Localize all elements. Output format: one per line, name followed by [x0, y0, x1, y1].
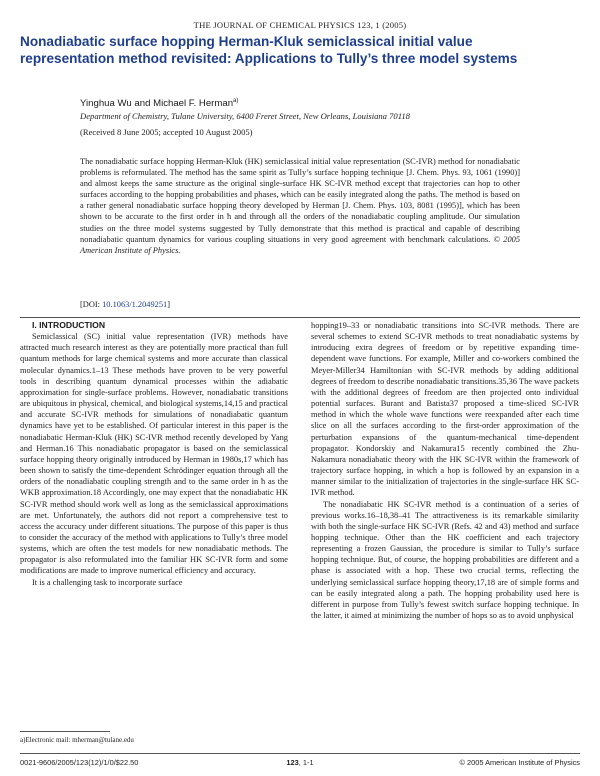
doi-prefix: [DOI:	[80, 300, 103, 309]
footer-divider	[20, 753, 580, 754]
body-paragraph: Semiclassical (SC) initial value representation (IVR) methods have attracted much research interest as they are potentially more practical than full quantum methods for large chemical systems and more accurate than classical molecular dynamics.1–13 These methods have proven to be very powerful tools in describing quantum dynamical processes within the adiabatic approximation for single-surface problems. However, nonadiabatic transitions are ubiquitous in physical, chemical, and biological systems,14,15 and practical and accurate SC-IVR methods for simulations of nonadiabatic quantum dynamics have yet to be established. Of particular interest in this paper is the nonadiabatic Herman-Kluk (HK) SC-IVR method recently developed by Yang and Herman.16 This nonadiabatic propagator is based on the semiclassical surface hopping theory originally introduced by Herman in 1980s,17 which has been shown to satisfy the time-dependent Schrödinger equation through all the orders of the nonadiabatic coupling strength and to the same order in ħ as the WKB approximation.18 Accordingly, one may expect that the nonadiabatic HK SC-IVR method should work well as long as the semiclassical approximations are met. Unfortunately, the authors did not report a comprehensive test to access the accuracy under different situations. The purpose of this paper is thus to consider the accuracy of the method with applications to Tully’s three model systems, which are often the test models for new nonadiabatic methods. The propagator is also reformulated into the familiar HK SC-IVR form and some modifications are made to improve numerical efficiency and accuracy.	[20, 332, 288, 576]
abstract-text: The nonadiabatic surface hopping Herman-Kluk (HK) semiclassical initial value representation (SC-IVR) method for nonadiabatic problems is reformulated. The method has the same spirit as Tully’s surface hopping technique [J. Chem. Phys. 93, 1061 (1990)] and almost keeps the same structure as the original single-surface HK SC-IVR method except that trajectories can hop to other surfaces according to the hopping probabilities and phases, which can be easily integrated along the paths. The method is based on a rather general nonadiabatic surface hopping theory developed by Herman [J. Chem. Phys. 103, 8081 (1995)], which has been shown to be accurate to the first order in ħ and through all the orders of the nonadiabatic coupling amplitude. Our simulation studies on the three model systems suggested by Tully demonstrate that this method is practical and capable of describing nonadiabatic quantum dynamics for various coupling situations in very good agreement with benchmark calculations.	[80, 157, 520, 244]
copyright-notice: © 2005 American Institute of Physics.	[80, 234, 521, 255]
received-dates: (Received 8 June 2005; accepted 10 August 2005)	[80, 127, 253, 137]
doi-line	[80, 300, 170, 309]
left-column	[20, 320, 288, 588]
author-footnote-mark[interactable]: a)	[233, 97, 239, 104]
running-head: THE JOURNAL OF CHEMICAL PHYSICS 123, 1 (2005)	[193, 20, 407, 30]
footer-volume: 123	[286, 758, 299, 767]
doi-link[interactable]: 10.1063/1.2049251	[102, 300, 168, 309]
section-heading: I. INTRODUCTION	[32, 320, 106, 330]
section-divider	[20, 317, 580, 318]
footnote: a)Electronic mail: mherman@tulane.edu	[20, 736, 134, 744]
footer-issn: 0021-9606/2005/123(12)/1/0/$22.50	[20, 758, 139, 767]
authors: Yinghua Wu and Michael F. Herman	[80, 98, 234, 109]
paper-title: Nonadiabatic surface hopping Herman-Kluk semiclassical initial value representation method revisited: Applications to Tully’s three model systems	[20, 34, 518, 66]
body-paragraph: The nonadiabatic HK SC-IVR method is a continuation of a series of previous works.16–18,38–41 The attractiveness is its remarkable similarity with both the single-surface HK SC-IVR (Refs. 42 and 43) method and surface hopping technique. Other than the HK coefficient and each trajectory representing a frozen Gaussian, the procedure is similar to Tully’s surface hopping technique. But, of course, the hopping probabilities are different and a phase is associated with a hop. These two crucial terms, reflecting the underlying semiclassical surface hopping theory,17,18 are of simple forms and can be easily integrated along a path. The hopping probability used here is different in purpose from Tully’s fewest switch surface hopping technique. In the latter, it aimed at minimizing the number of hops so as to avoid unphysical	[311, 499, 579, 621]
footer-page-range: , 1-1	[298, 758, 314, 767]
doi-suffix: ]	[167, 300, 171, 309]
right-column	[311, 320, 579, 621]
body-paragraph: It is a challenging task to incorporate surface	[32, 577, 183, 587]
footnote-divider	[20, 731, 110, 732]
footer-copyright: © 2005 American Institute of Physics	[459, 758, 580, 767]
author-line	[80, 98, 238, 109]
affiliation: Department of Chemistry, Tulane University, 6400 Freret Street, New Orleans, Louisiana 70118	[80, 111, 410, 121]
body-paragraph: hopping19–33 or nonadiabatic transitions into SC-IVR methods. There are several schemes to extend SC-IVR methods to treat nonadiabatic systems by introducing extra degrees of freedom or by repetitive expanding time-dependent wave functions. For example, Miller and co-workers combined the Meyer-Miller34 Hamiltonian with SC-IVR methods by adding additional degrees of freedom to describe nonadiabatic transitions.35,36 The wave packets with the additional degrees of freedom are then projected onto individual potential surfaces. Burant and Batista37 proposed a time-sliced SC-IVR method in which the whole wave functions were reexpanded after each time slice on all the surfaces according to the first-order approximation of the perturbation expansions of the quantum-mechanical time-dependent propagator. Kondorskiy and Nakamura15 recently combined the Zhu-Nakamura nonadiabatic theory with the HK SC-IVR within the framework of trajectory surface hopping, in which a hop is followed by an expansion in a manner similar to the initialization of trajectories in the single-surface HK SC-IVR method.	[311, 321, 579, 498]
abstract	[80, 156, 520, 256]
